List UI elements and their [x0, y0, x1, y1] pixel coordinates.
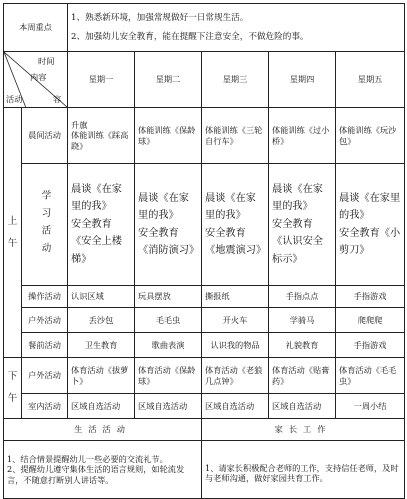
day-friday: 星期五: [336, 52, 405, 108]
row-label: 户外活动: [22, 358, 68, 394]
activity-cell: 体育活动《拔萝卜》: [68, 358, 135, 394]
activity-cell: 歌曲表演: [135, 333, 202, 358]
activity-cell: 开火车: [202, 308, 269, 333]
activity-cell: 晨谈《在家里的我》 安全教育《安全上楼梯》: [68, 164, 135, 286]
activity-cell: 晨谈《在家里的我》 安全教育《认识安全标示》: [269, 164, 336, 286]
corner-time: 时间: [38, 56, 55, 66]
corner-rong: 容: [53, 94, 62, 104]
corner-cell: [4, 52, 68, 108]
activity-cell: 爬爬爬: [336, 308, 405, 333]
focus-content: [68, 4, 405, 52]
row-label: 晨间活动: [22, 108, 68, 164]
activity-cell: 体育活动《保龄球》: [135, 358, 202, 394]
activity-cell: 体育活动《毛毛虫》: [336, 358, 405, 394]
life-item: 2、提醒幼儿遵守集体生活的语言规则，如轮流发言，不随意打断别人讲话等。: [7, 464, 185, 485]
activity-cell: 撕报纸: [202, 286, 269, 308]
footer-content-row: [4, 441, 405, 499]
day-monday: 星期一: [68, 52, 135, 108]
activity-cell: 晨谈《在家里的我》 安全教育《消防演习》: [135, 164, 202, 286]
day-tuesday: 星期二: [135, 52, 202, 108]
activity-cell: 手指游戏: [336, 286, 405, 308]
life-activity-content: [4, 441, 202, 499]
activity-cell: 区域自选活动: [68, 394, 135, 419]
activity-cell: 一周小结: [336, 394, 405, 419]
activity-cell: 体能训练《玩沙包》: [336, 108, 405, 164]
activity-cell: 认识我的物品: [202, 333, 269, 358]
life-activity-title: 生活活动: [4, 419, 202, 441]
operation-row: [4, 286, 405, 308]
activity-cell: 卫生教育: [68, 333, 135, 358]
activity-cell: 礼貌教育: [269, 333, 336, 358]
activity-cell: 认识区域: [68, 286, 135, 308]
activity-cell: 升旗 体能训练《踩高跷》: [68, 108, 135, 164]
activity-cell: 区域自选活动: [269, 394, 336, 419]
activity-cell: 晨谈《在家里的我》 安全教育《地震演习》: [202, 164, 269, 286]
indoor-pm-row: [4, 394, 405, 419]
day-thursday: 星期四: [269, 52, 336, 108]
life-item: 1、结合情景提醒幼儿一些必要的交流礼节。: [7, 453, 168, 464]
activity-cell: 玩具摆放: [135, 286, 202, 308]
row-label: 餐前活动: [22, 333, 68, 358]
outdoor-pm-row: [4, 358, 405, 394]
outdoor-am-row: [4, 308, 405, 333]
activity-cell: 学骑马: [269, 308, 336, 333]
day-wednesday: 星期三: [202, 52, 269, 108]
row-label: 学习活动: [22, 164, 68, 286]
footer-header-row: [4, 419, 405, 441]
corner-content: 内容: [30, 72, 47, 82]
activity-cell: 区域自选活动: [202, 394, 269, 419]
morning-exercise-row: [4, 108, 405, 164]
activity-cell: 区域自选活动: [135, 394, 202, 419]
activity-cell: 体育活动《贴膏药》: [269, 358, 336, 394]
parent-work-title: 家长工作: [202, 419, 405, 441]
activity-cell: 手指游戏: [336, 333, 405, 358]
meal-row: [4, 333, 405, 358]
row-label: 户外活动: [22, 308, 68, 333]
activity-cell: 体育活动《老狼几点钟》: [202, 358, 269, 394]
activity-cell: 手指点点: [269, 286, 336, 308]
focus-row: [4, 4, 405, 52]
activity-cell: 体能训练《三轮自行车》: [202, 108, 269, 164]
activity-cell: 毛毛虫: [135, 308, 202, 333]
learning-row: [4, 164, 405, 286]
period-morning: 上午: [4, 108, 22, 358]
focus-label: 本周重点: [4, 4, 68, 52]
focus-item: 1、熟悉新环境，加强常规做好一日常规生活。: [71, 13, 249, 24]
row-label: 室内活动: [22, 394, 68, 419]
activity-cell: 丢沙包: [68, 308, 135, 333]
parent-work-content: [202, 441, 405, 499]
period-afternoon: 下午: [4, 358, 22, 419]
days-header-row: [4, 52, 405, 108]
activity-cell: 晨谈《在家里的我》 安全教育《小剪刀》: [336, 164, 405, 286]
activity-cell: 体能训练《保龄球》: [135, 108, 202, 164]
activity-cell: 体能训练《过小桥》: [269, 108, 336, 164]
row-label: 操作活动: [22, 286, 68, 308]
home-item: 1、请家长积极配合老师的工作，支持信任老师，及时与老师沟通，做好家园共育工作。: [205, 462, 399, 483]
focus-item: 2、加强幼儿安全教育，能在提醒下注意安全，不做危险的事。: [71, 31, 309, 42]
corner-activity: 活动: [6, 94, 23, 104]
weekly-plan-table: [3, 3, 405, 499]
